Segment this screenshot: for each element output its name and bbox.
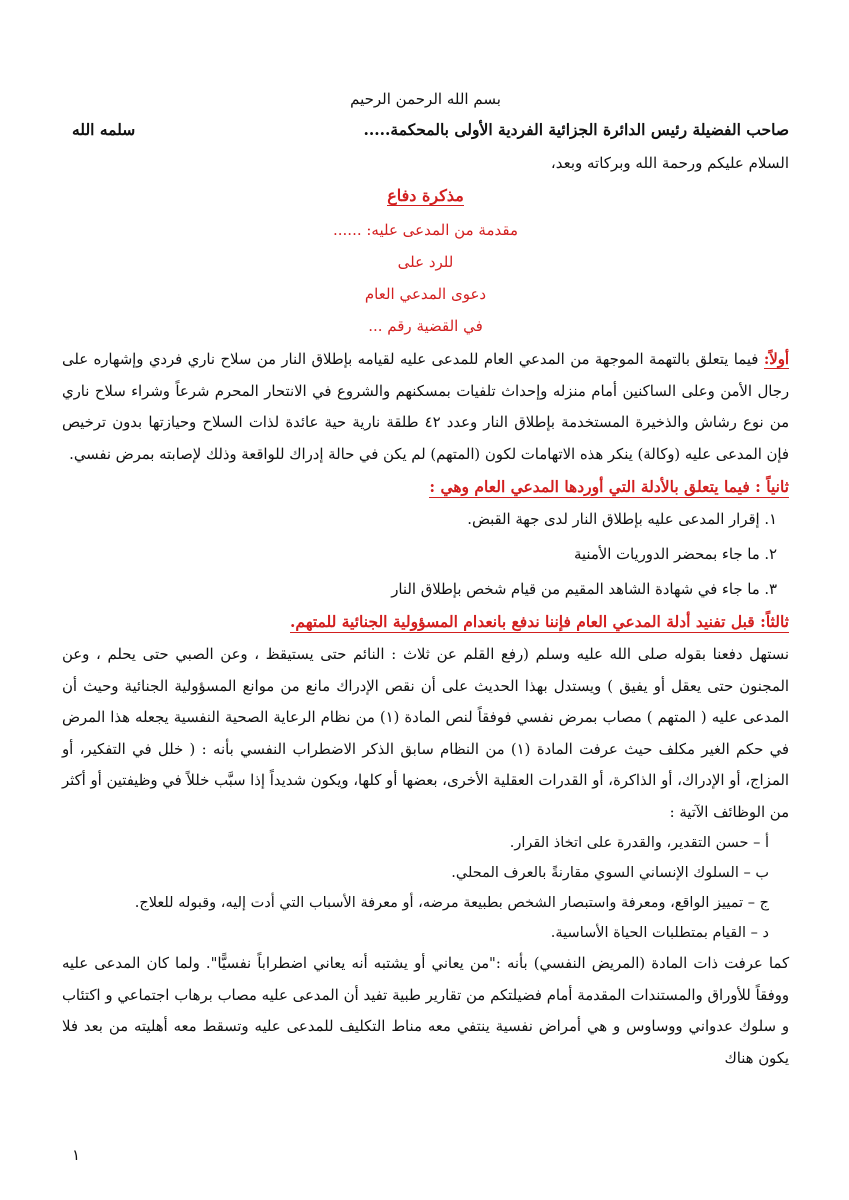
list-item: ١. إقرار المدعى عليه بإطلاق النار لدى جهة القبض. xyxy=(467,511,777,528)
section1-text: فيما يتعلق بالتهمة الموجهة من المدعي العام للمدعى عليه لقيامه بإطلاق النار من سلاح ناري فردي وإشهاره على رجال الأمن وعلى الساكنين أمام منزله وإحداث تلفيات بمسكنهم والشروع في الانتحار المحرم شرعاً وشراء سلاح ناري من نوع رشاش والذخيرة المستخدمة بإطلاق النار وعدد ٤٢ طلقة نارية حية عائدة لذات السلاح وحيازتها بدون ترخيص فإن المدعى عليه (وكالة) ينكر هذه الاتهامات لكون (المتهم) لم يكن في حالة إدراك للواقعة وذلك لإصابته بمرض نفسي. xyxy=(62,351,789,463)
salutation-right: سلمه الله xyxy=(72,120,136,139)
functions-list xyxy=(62,828,789,948)
memo-title xyxy=(62,178,789,214)
list-item: ب – السلوك الإنساني السوي مقارنةً بالعرف المحلي. xyxy=(451,865,769,881)
section2-heading xyxy=(62,472,789,502)
evidence-list xyxy=(62,502,789,607)
memo-line-case-number: في القضية رقم ... xyxy=(368,317,483,335)
document-page xyxy=(62,86,789,1074)
memo-line-lawsuit: دعوى المدعي العام xyxy=(364,285,487,303)
list-item: ج – تمييز الواقع، ومعرفة واستبصار الشخص بطبيعة مرضه، أو معرفة الأسباب التي أدت إليه، وقبوله للعلاج. xyxy=(134,895,769,911)
section3-heading-text: ثالثاً: قبل تفنيد أدلة المدعي العام فإننا ندفع بانعدام المسؤولية الجنائية للمتهم. xyxy=(290,612,789,631)
section3-paragraph-2: كما عرفت ذات المادة (المريض النفسي) بأنه :"من يعاني أو يشتبه أنه يعاني اضطراباً نفسيًّا". ولما كان المدعى عليه ووفقاً للأوراق والمستندات المقدمة أمام فضيلتكم من تقارير طبية تفيد أن المدعى عليه مصاب برهاب اجتماعي و اكتئاب و سلوك عدواني ووساوس و هي أمراض نفسية ينتفي معه مناط التكليف للمدعى عليه وتسقط معه أهليته من بعد فلا يكون هناك xyxy=(62,955,789,1067)
page-number: ١ xyxy=(72,1146,81,1164)
addressee-text: صاحب الفضيلة رئيس الدائرة الجزائية الفردية الأولى بالمحكمة..... xyxy=(363,120,789,139)
addressee-line xyxy=(62,112,789,148)
memo-line-submitted-by: مقدمة من المدعى عليه: ...... xyxy=(333,221,518,239)
basmala: بسم الله الرحمن الرحيم xyxy=(350,90,501,108)
list-item: ٢. ما جاء بمحضر الدوريات الأمنية xyxy=(573,546,777,563)
greeting: السلام عليكم ورحمة الله وبركاته وبعد، xyxy=(550,154,789,172)
list-item: ٣. ما جاء في شهادة الشاهد المقيم من قيام شخص بإطلاق النار xyxy=(391,581,777,598)
list-item: د – القيام بمتطلبات الحياة الأساسية. xyxy=(550,925,769,941)
section3-paragraph-1: نستهل دفعنا بقوله صلى الله عليه وسلم (رفع القلم عن ثلاث : النائم حتى يستيقظ ، وعن الصبي حتى يحلم ، وعن المجنون حتى يعقل أو يفيق ) ويستدل بهذا الحديث على أن نقص الإدراك مانع من موانع المسؤولية الجنائية وحيث أن المدعى عليه ( المتهم ) مصاب بمرض نفسي فوفقاً لنص المادة (١) من نظام الرعاية الصحية النفسية يجعله هذا المرض في حكم الغير مكلف حيث عرفت المادة (١) من النظام سابق الذكر الاضطراب النفسي بأنه : ( خلل في التفكير، أو المزاج، أو الإدراك، أو الذاكرة، أو القدرات العقلية الأخرى، بعضها أو كلها، ويكون شديداً إذا سبَّب خللاً في وظيفتين أو أكثر من الوظائف الآتية : xyxy=(62,646,790,821)
memo-title-text: مذكرة دفاع xyxy=(387,186,464,205)
section3-heading xyxy=(62,607,789,637)
memo-line-reply: للرد على xyxy=(397,253,454,271)
section2-heading-text: ثانياً : فيما يتعلق بالأدلة التي أوردها المدعي العام وهي : xyxy=(429,477,789,496)
section1-paragraph xyxy=(62,344,789,470)
section1-label: أولاً: xyxy=(763,351,789,368)
list-item: أ – حسن التقدير، والقدرة على اتخاذ القرار. xyxy=(509,835,769,851)
